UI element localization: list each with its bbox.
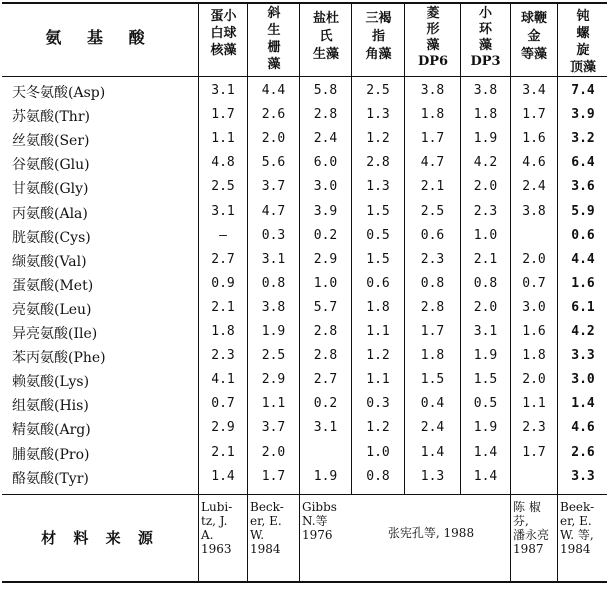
table-cell: 3.3 [571, 469, 595, 484]
table-row-name: 苏氨酸(Thr) [12, 109, 90, 125]
table-row-name: 天冬氨酸(Asp) [12, 85, 106, 101]
table-cell: 0.7 [522, 276, 546, 291]
table-cell: 2.8 [313, 324, 338, 339]
table-cell: 4.4 [571, 252, 595, 267]
table-cell: 1.1 [261, 396, 286, 411]
table-cell: 0.7 [211, 396, 235, 411]
table-cell: 1.4 [571, 396, 595, 411]
table-cell: 2.3 [473, 204, 498, 219]
table-row-name: 酪氨酸(Tyr) [12, 471, 89, 487]
table-cell: 5.9 [571, 204, 595, 219]
header-col-6: 小 环 藻 DP3 [470, 6, 501, 69]
table-cell: 2.5 [211, 179, 235, 194]
table-cell: 6.4 [571, 155, 595, 170]
table-cell: 6.1 [571, 300, 595, 315]
header-col-7: 球鞭 金 等藻 [520, 11, 547, 62]
table-cell: 2.8 [313, 348, 338, 363]
table-cell: 2.4 [313, 131, 338, 146]
table-cell: 2.3 [211, 348, 235, 363]
table-cell: 1.3 [366, 107, 390, 122]
table-cell: 1.7 [420, 131, 445, 146]
table-cell: 1.1 [211, 131, 235, 146]
table-cell: 2.8 [420, 300, 445, 315]
table-cell: 1.9 [473, 348, 498, 363]
table-cell: 1.5 [366, 204, 390, 219]
table-cell: 2.1 [473, 252, 498, 267]
table-cell: 0.5 [473, 396, 498, 411]
source-rule [2, 494, 607, 495]
table-cell: 1.2 [366, 131, 390, 146]
table-cell: 4.2 [571, 324, 595, 339]
table-cell: 1.6 [522, 131, 546, 146]
table-cell: 3.9 [313, 204, 338, 219]
table-cell: — [219, 228, 227, 243]
table-cell: 1.6 [522, 324, 546, 339]
table-cell: 3.8 [420, 83, 445, 98]
table-cell: 2.8 [313, 107, 338, 122]
table-cell: 1.8 [522, 348, 546, 363]
table-row-name: 丝氨酸(Ser) [12, 133, 90, 149]
table-cell: 1.7 [261, 469, 286, 484]
table-cell: 4.1 [211, 372, 235, 387]
table-cell: 1.0 [473, 228, 498, 243]
header-col-4: 三褐 指 角藻 [365, 11, 392, 62]
table-cell: 3.3 [571, 348, 595, 363]
table-cell: 3.1 [261, 252, 286, 267]
source-col-7: 陈 椒 芬, 潘永亮 1987 [513, 500, 550, 556]
header-rule [2, 76, 607, 77]
table-cell: 1.9 [473, 420, 498, 435]
table-cell: 2.5 [420, 204, 445, 219]
table-cell: 1.9 [313, 469, 338, 484]
table-cell: 1.8 [366, 300, 390, 315]
table-cell: 2.8 [366, 155, 390, 170]
table-cell: 3.7 [261, 420, 286, 435]
table-cell: 4.2 [473, 155, 498, 170]
table-cell: 1.1 [522, 396, 546, 411]
header-col-3: 盐杜 氏 生藻 [312, 11, 339, 62]
table-cell: 1.8 [211, 324, 235, 339]
table-cell: 1.4 [473, 445, 498, 460]
table-row-name: 赖氨酸(Lys) [12, 374, 90, 390]
table-cell: 0.3 [366, 396, 390, 411]
table-cell: 2.3 [420, 252, 445, 267]
table-cell: 0.6 [366, 276, 390, 291]
table-cell: 3.7 [261, 179, 286, 194]
table-cell: 2.1 [211, 445, 235, 460]
table-cell: 0.8 [261, 276, 286, 291]
table-cell: 2.6 [571, 445, 595, 460]
table-cell: 3.2 [571, 131, 595, 146]
table-cell: 3.8 [261, 300, 286, 315]
table-cell: 1.1 [366, 324, 390, 339]
source-col-1: Lubi- tz, J. A. 1963 [201, 500, 233, 556]
table-cell: 6.0 [313, 155, 338, 170]
table-cell: 2.0 [522, 372, 546, 387]
table-row-name: 谷氨酸(Glu) [12, 157, 90, 173]
table-cell: 3.0 [522, 300, 546, 315]
table-row-name: 苯丙氨酸(Phe) [12, 350, 106, 366]
table-cell: 0.8 [420, 276, 445, 291]
table-cell: 1.9 [473, 131, 498, 146]
table-row-name: 精氨酸(Arg) [12, 422, 91, 438]
table-cell: 1.8 [420, 348, 445, 363]
table-cell: 1.1 [366, 372, 390, 387]
table-cell: 3.6 [571, 179, 595, 194]
table-cell: 3.0 [313, 179, 338, 194]
table-cell: 2.4 [522, 179, 546, 194]
table-cell: 1.7 [522, 445, 546, 460]
source-col-4-6: 张宪孔等, 1988 [387, 526, 475, 540]
table-cell: 1.4 [211, 469, 235, 484]
table-cell: 3.8 [473, 83, 498, 98]
table-row-name: 异亮氨酸(Ile) [12, 326, 98, 342]
table-cell: 1.0 [366, 445, 390, 460]
table-cell: 0.6 [571, 228, 595, 243]
table-cell: 1.0 [313, 276, 338, 291]
source-col-3: Gibbs N.等 1976 [302, 500, 337, 542]
table-cell: 4.7 [420, 155, 445, 170]
table-cell: 0.8 [473, 276, 498, 291]
table-cell: 4.6 [522, 155, 546, 170]
table-cell: 3.1 [313, 420, 338, 435]
table-cell: 0.3 [261, 228, 286, 243]
table-cell: 1.7 [211, 107, 235, 122]
table-cell: 3.1 [211, 204, 235, 219]
table-row-name: 胱氨酸(Cys) [12, 230, 91, 246]
table-cell: 2.0 [261, 445, 286, 460]
table-cell: 1.5 [366, 252, 390, 267]
table-cell: 3.4 [522, 83, 546, 98]
table-cell: 2.7 [313, 372, 338, 387]
table-cell: 2.5 [261, 348, 286, 363]
table-cell: 5.6 [261, 155, 286, 170]
table-cell: 4.7 [261, 204, 286, 219]
table-cell: 3.1 [473, 324, 498, 339]
table-cell: 4.8 [211, 155, 235, 170]
table-cell: 3.8 [522, 204, 546, 219]
table-cell: 2.0 [522, 252, 546, 267]
table-cell: 0.8 [366, 469, 390, 484]
table-row-name: 组氨酸(His) [12, 398, 89, 414]
table-cell: 2.0 [473, 179, 498, 194]
table-cell: 2.1 [211, 300, 235, 315]
table-cell: 7.4 [571, 83, 595, 98]
bottom-rule [2, 581, 607, 583]
table-cell: 0.6 [420, 228, 445, 243]
table-cell: 2.9 [313, 252, 338, 267]
table-cell: 1.8 [420, 107, 445, 122]
table-cell: 2.5 [366, 83, 390, 98]
table-cell: 4.4 [261, 83, 286, 98]
table-cell: 2.0 [473, 300, 498, 315]
table-cell: 5.7 [313, 300, 338, 315]
header-col-8: 钝 螺 旋 顶藻 [569, 9, 596, 75]
table-cell: 1.7 [420, 324, 445, 339]
table-cell: 0.9 [211, 276, 235, 291]
table-row-name: 亮氨酸(Leu) [12, 302, 92, 318]
table-cell: 3.9 [571, 107, 595, 122]
table-cell: 1.2 [366, 420, 390, 435]
table-row-name: 蛋氨酸(Met) [12, 278, 94, 294]
table-row-name: 丙氨酸(Ala) [12, 206, 88, 222]
header-col-1: 蛋小 白球 核藻 [210, 9, 237, 58]
table-cell: 1.4 [473, 469, 498, 484]
table-cell: 1.7 [522, 107, 546, 122]
top-rule [2, 2, 607, 4]
table-cell: 1.9 [261, 324, 286, 339]
table-cell: 2.3 [522, 420, 546, 435]
table-row-name: 脯氨酸(Pro) [12, 447, 90, 463]
table-cell: 2.9 [261, 372, 286, 387]
table-cell: 1.3 [420, 469, 445, 484]
table-cell: 0.4 [420, 396, 445, 411]
table-cell: 2.0 [261, 131, 286, 146]
table-cell: 2.4 [420, 420, 445, 435]
table-row-name: 缬氨酸(Val) [12, 254, 87, 270]
table-cell: 4.6 [571, 420, 595, 435]
table-cell: 1.3 [366, 179, 390, 194]
table-cell: 0.2 [313, 228, 338, 243]
header-amino-acid: 氨 基 酸 [45, 28, 155, 47]
table-cell: 0.2 [313, 396, 338, 411]
table-cell: 0.5 [366, 228, 390, 243]
header-col-2: 斜 生 栅 藻 [267, 6, 281, 72]
source-label: 材 料 来 源 [41, 529, 159, 547]
table-cell: 2.9 [211, 420, 235, 435]
source-col-2: Beck- er, E. W. 1984 [250, 500, 284, 556]
table-cell: 2.7 [211, 252, 235, 267]
table-cell: 3.1 [211, 83, 235, 98]
table-cell: 2.1 [420, 179, 445, 194]
table-cell: 3.0 [571, 372, 595, 387]
table-cell: 1.8 [473, 107, 498, 122]
table-cell: 1.5 [473, 372, 498, 387]
table-cell: 5.8 [313, 83, 338, 98]
table-cell: 1.2 [366, 348, 390, 363]
header-col-5: 菱 形 藻 DP6 [417, 6, 449, 69]
table-cell: 1.5 [420, 372, 445, 387]
table-cell: 2.6 [261, 107, 286, 122]
table-row-name: 甘氨酸(Gly) [12, 181, 89, 197]
table-cell: 1.4 [420, 445, 445, 460]
table-cell: 1.6 [571, 276, 595, 291]
source-col-8: Beek- er, E. W. 等, 1984 [560, 500, 595, 556]
